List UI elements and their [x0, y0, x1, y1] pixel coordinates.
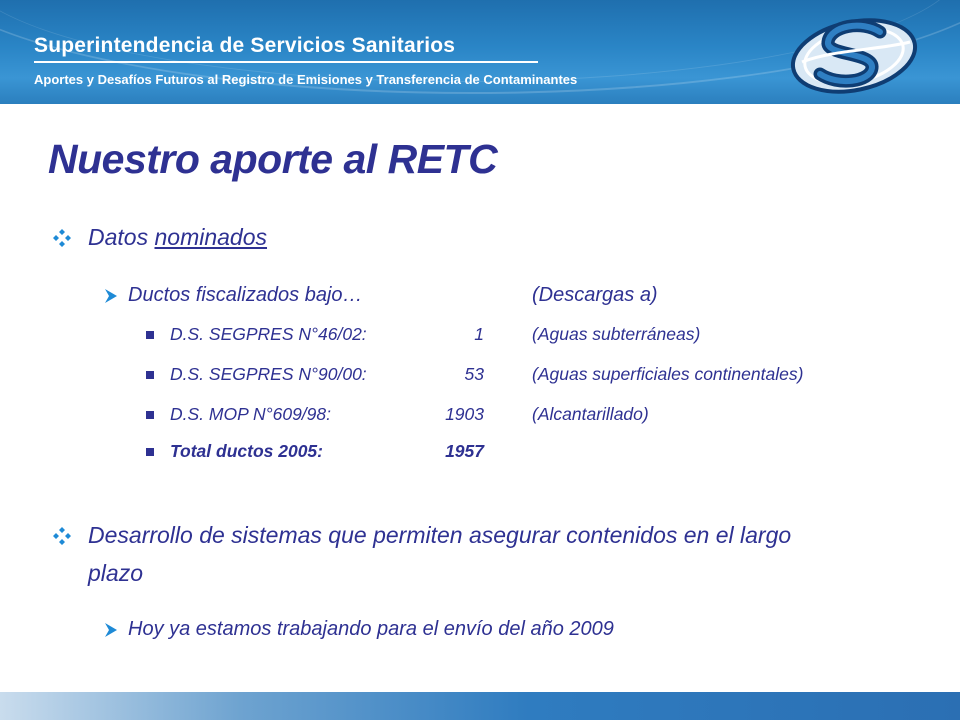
bullet-text-underlined: nominados [154, 224, 268, 250]
discharge-target: (Alcantarillado) [532, 404, 649, 424]
square-bullet-icon [146, 371, 154, 379]
header-banner [0, 0, 960, 104]
sub-bullet-text: Ductos fiscalizados bajo… [128, 284, 363, 306]
organization-name: Superintendencia de Servicios Sanitarios [34, 34, 456, 57]
bullet-text [88, 224, 267, 251]
decree-label: D.S. SEGPRES N°90/00: [170, 364, 367, 384]
sub-bullet-right-text: (Descargas a) [532, 284, 658, 306]
presentation-subtitle: Aportes y Desafíos Futuros al Registro de Emisiones y Transferencia de Contaminantes [34, 72, 578, 87]
arrow-bullet-icon [104, 622, 118, 638]
duct-count: 1 [474, 324, 484, 344]
logo-icon [782, 12, 932, 96]
slide-title: Nuestro aporte al RETC [48, 136, 498, 182]
diamond-bullet-icon [52, 228, 72, 248]
bullet-text-continued: plazo [88, 560, 143, 586]
discharge-target: (Aguas subterráneas) [532, 324, 701, 344]
duct-count: 53 [464, 364, 484, 384]
total-count: 1957 [445, 441, 484, 461]
bullet-text-prefix: Datos [88, 224, 155, 250]
header-divider [34, 61, 538, 63]
square-bullet-icon [146, 411, 154, 419]
square-bullet-icon [146, 331, 154, 339]
arrow-bullet-icon [104, 288, 118, 304]
discharge-target: (Aguas superficiales continentales) [532, 364, 804, 384]
bullet-text: Desarrollo de sistemas que permiten asegurar contenidos en el largo [88, 522, 792, 548]
sub-bullet-text: Hoy ya estamos trabajando para el envío del año 2009 [128, 618, 614, 640]
square-bullet-icon [146, 448, 154, 456]
total-label: Total ductos 2005: [170, 441, 323, 461]
decree-label: D.S. SEGPRES N°46/02: [170, 324, 367, 344]
diamond-bullet-icon [52, 526, 72, 546]
decree-label: D.S. MOP N°609/98: [170, 404, 331, 424]
duct-count: 1903 [445, 404, 484, 424]
footer-bar [0, 692, 960, 720]
